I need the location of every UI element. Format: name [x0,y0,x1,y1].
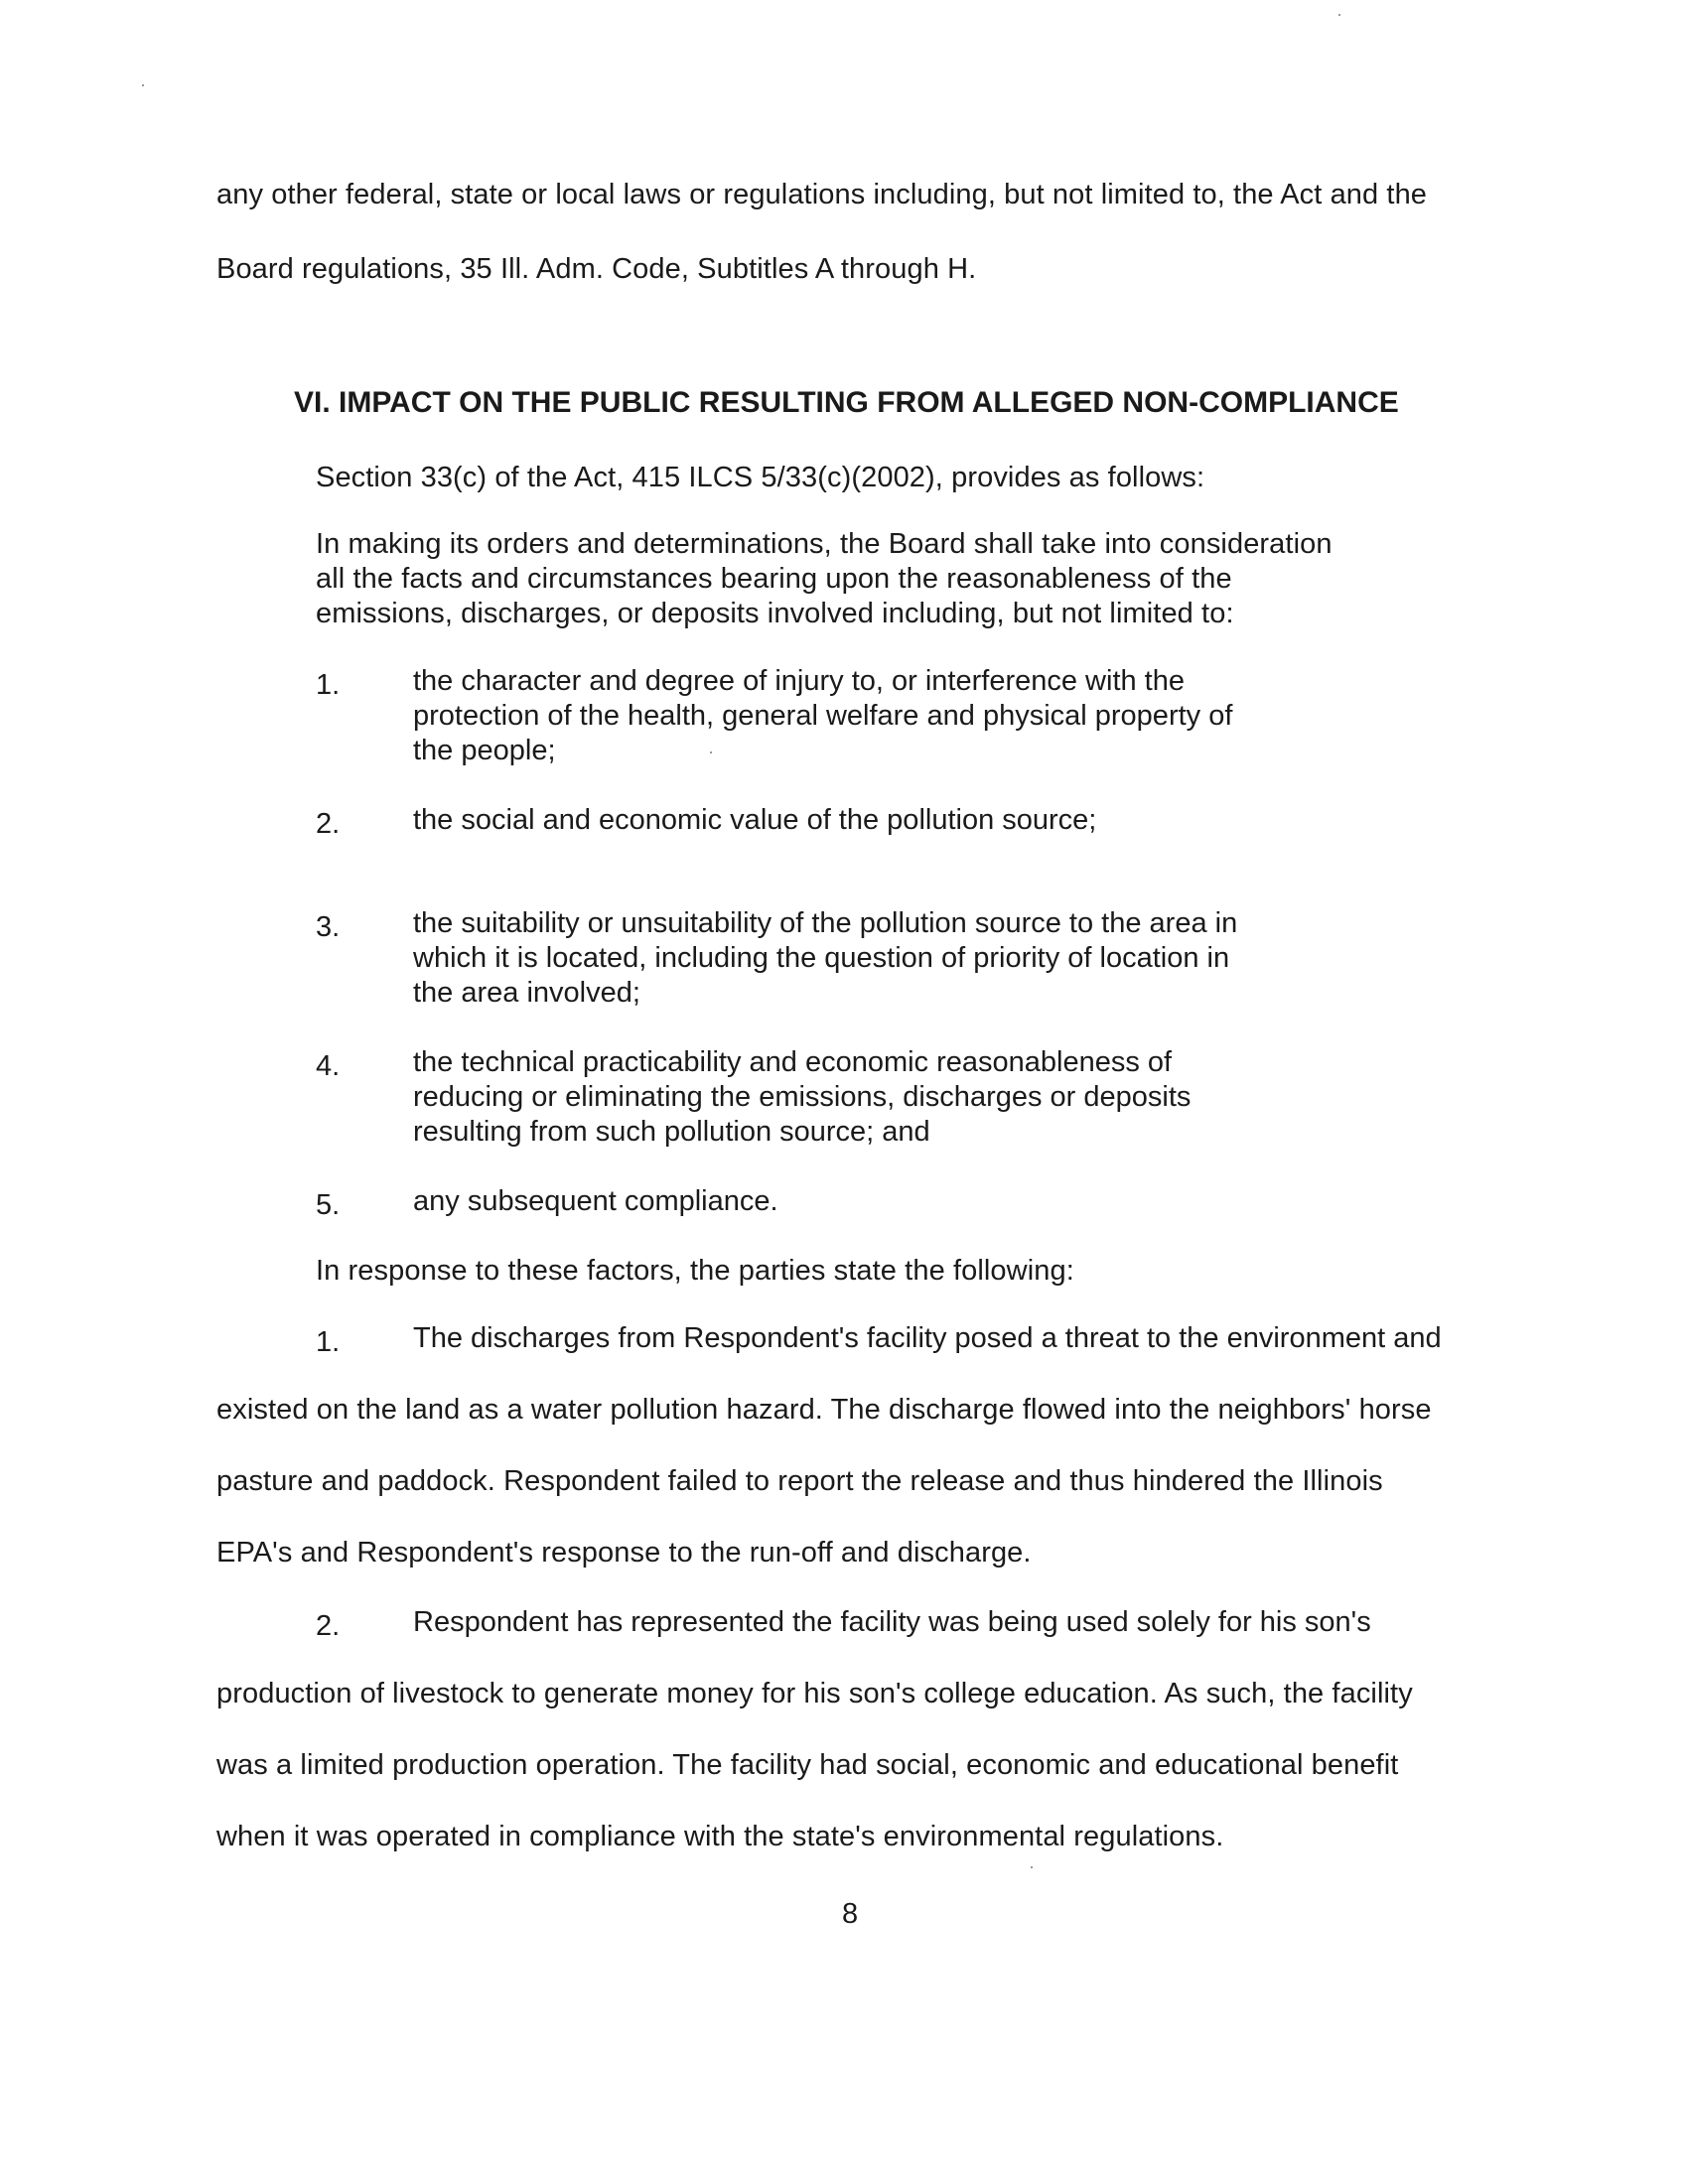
response-line: existed on the land as a water pollution hazard. The discharge flowed into the neighbors' horse [216,1394,1432,1426]
paragraph-line: any other federal, state or local laws or regulations including, but not limited to, the Act and the [216,179,1428,210]
factor-line: the suitability or unsuitability of the pollution source to the area in [413,907,1238,939]
factor-number: 2. [316,808,341,840]
factor-number: 4. [316,1050,341,1082]
response-line: The discharges from Respondent's facility posed a threat to the environment and [413,1322,1442,1354]
factor-number: 1. [316,669,341,701]
factor-line: the area involved; [413,977,640,1009]
intro-line: Section 33(c) of the Act, 415 ILCS 5/33(c)(2002), provides as follows: [316,462,1205,493]
quote-line: In making its orders and determinations, the Board shall take into consideration [316,528,1333,560]
scan-speck [1338,14,1340,16]
response-intro: In response to these factors, the parties state the following: [316,1255,1074,1287]
factor-number: 5. [316,1189,341,1221]
response-line: pasture and paddock. Respondent failed to report the release and thus hindered the Illinois [216,1465,1383,1497]
scan-speck [142,84,144,86]
factor-line: which it is located, including the question of priority of location in [413,942,1230,974]
factor-line: the people; [413,735,556,766]
response-line: when it was operated in compliance with the state's environmental regulations. [216,1821,1224,1852]
factor-number: 3. [316,911,341,943]
response-number: 1. [316,1326,341,1358]
quote-line: all the facts and circumstances bearing upon the reasonableness of the [316,563,1232,595]
factor-line: resulting from such pollution source; and [413,1116,930,1148]
scan-speck [710,751,712,753]
factor-line: the character and degree of injury to, or interference with the [413,665,1185,697]
response-line: Respondent has represented the facility was being used solely for his son's [413,1606,1371,1638]
factor-line: protection of the health, general welfare and physical property of [413,700,1233,732]
response-line: production of livestock to generate money for his son's college education. As such, the facility [216,1678,1413,1709]
factor-line: the social and economic value of the pollution source; [413,804,1097,836]
scan-speck [1031,1866,1033,1868]
response-number: 2. [316,1610,341,1642]
section-heading: VI. IMPACT ON THE PUBLIC RESULTING FROM ALLEGED NON-COMPLIANCE [294,386,1399,419]
paragraph-line: Board regulations, 35 Ill. Adm. Code, Subtitles A through H. [216,253,977,285]
quote-line: emissions, discharges, or deposits involved including, but not limited to: [316,598,1234,629]
factor-line: the technical practicability and economic reasonableness of [413,1046,1173,1078]
response-line: was a limited production operation. The facility had social, economic and educational benefit [216,1749,1399,1781]
page-number: 8 [842,1898,859,1930]
factor-line: reducing or eliminating the emissions, discharges or deposits [413,1081,1192,1113]
factor-line: any subsequent compliance. [413,1185,778,1217]
response-line: EPA's and Respondent's response to the run-off and discharge. [216,1537,1032,1569]
